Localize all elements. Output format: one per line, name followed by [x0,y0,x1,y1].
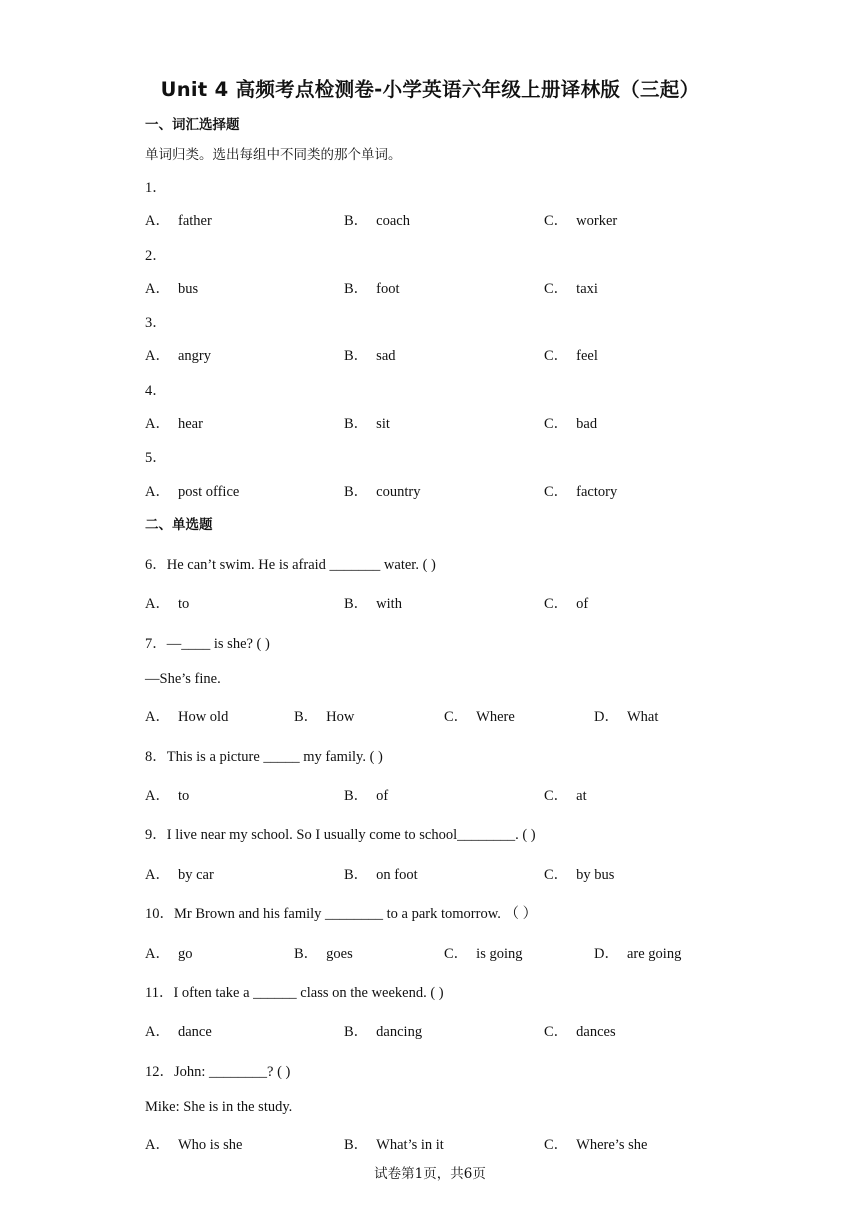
option-b[interactable]: B． with [344,596,402,612]
option-c[interactable]: C． at [544,788,587,804]
option-c[interactable]: C． by bus [544,867,615,883]
option-b[interactable]: B． goes [294,946,353,962]
option-c[interactable]: C． feel [544,348,598,364]
option-b[interactable]: B． What’s in it [344,1137,444,1153]
option-b[interactable]: B． foot [344,281,400,297]
question-stem: 8．This is a picture _____ my family. ( ) [145,749,383,765]
question-stem: 11．I often take a ______ class on the weekend. ( ) [145,985,444,1001]
question-stem: 7．—____ is she? ( ) [145,636,270,652]
page-footer: 试卷第1页，共6页 [374,1166,486,1182]
options-row [145,705,825,725]
option-b[interactable]: B． country [344,484,421,500]
option-a[interactable]: A． father [145,213,212,229]
question-stem: 2． [145,248,167,264]
option-a[interactable]: A． dance [145,1024,212,1040]
option-b[interactable]: B． How [294,709,355,725]
options-row [145,209,825,229]
section-heading: 二、单选题 [145,517,213,533]
option-b[interactable]: B． on foot [344,867,418,883]
option-c[interactable]: C． bad [544,416,598,432]
options-row [145,277,825,297]
options-row [145,1020,825,1040]
option-c[interactable]: C． Where’s she [544,1137,648,1153]
options-row [145,344,825,364]
options-row [145,863,825,883]
option-c[interactable]: C． worker [544,213,618,229]
option-a[interactable]: A． hear [145,416,203,432]
option-b[interactable]: B． sit [344,416,390,432]
options-row [145,412,825,432]
option-c[interactable]: C． factory [544,484,618,500]
question-stem: 9．I live near my school. So I usually come to school________. ( ) [145,827,536,843]
option-a[interactable]: A． to [145,596,190,612]
option-b[interactable]: B． sad [344,348,396,364]
option-c[interactable]: C． is going [444,946,523,962]
option-a[interactable]: A． go [145,946,193,962]
options-row [145,592,825,612]
option-a[interactable]: A． by car [145,867,214,883]
option-c[interactable]: C． of [544,596,589,612]
option-c[interactable]: C． dances [544,1024,616,1040]
option-a[interactable]: A． to [145,788,190,804]
options-row [145,480,825,500]
option-b[interactable]: B． coach [344,213,410,229]
option-b[interactable]: B． dancing [344,1024,423,1040]
question-stem: 12．John: ________? ( ) [145,1064,291,1080]
option-a[interactable]: A． Who is she [145,1137,243,1153]
section-heading: 一、词汇选择题 [145,117,240,133]
question-dialog-line: —She’s fine. [145,671,221,687]
options-row [145,1133,825,1153]
section-instruction: 单词归类。选出每组中不同类的那个单词。 [145,147,402,163]
option-a[interactable]: A． bus [145,281,199,297]
page-title: Unit 4 高频考点检测卷-小学英语六年级上册译林版（三起） [160,78,700,101]
option-b[interactable]: B． of [344,788,389,804]
option-a[interactable]: A． post office [145,484,240,500]
option-a[interactable]: A． How old [145,709,229,725]
option-d[interactable]: D． are going [594,946,682,962]
question-stem: 10．Mr Brown and his family ________ to a park tomorrow. （ ） [145,906,538,922]
question-stem: 1． [145,180,167,196]
question-stem: 6．He can’t swim. He is afraid _______ water. ( ) [145,557,436,573]
question-stem: 5． [145,450,167,466]
option-c[interactable]: C． taxi [544,281,598,297]
question-stem: 3． [145,315,167,331]
options-row [145,942,825,962]
question-dialog-line: Mike: She is in the study. [145,1099,293,1115]
question-stem: 4． [145,383,167,399]
option-a[interactable]: A． angry [145,348,211,364]
option-d[interactable]: D． What [594,709,659,725]
options-row [145,784,825,804]
option-c[interactable]: C． Where [444,709,515,725]
